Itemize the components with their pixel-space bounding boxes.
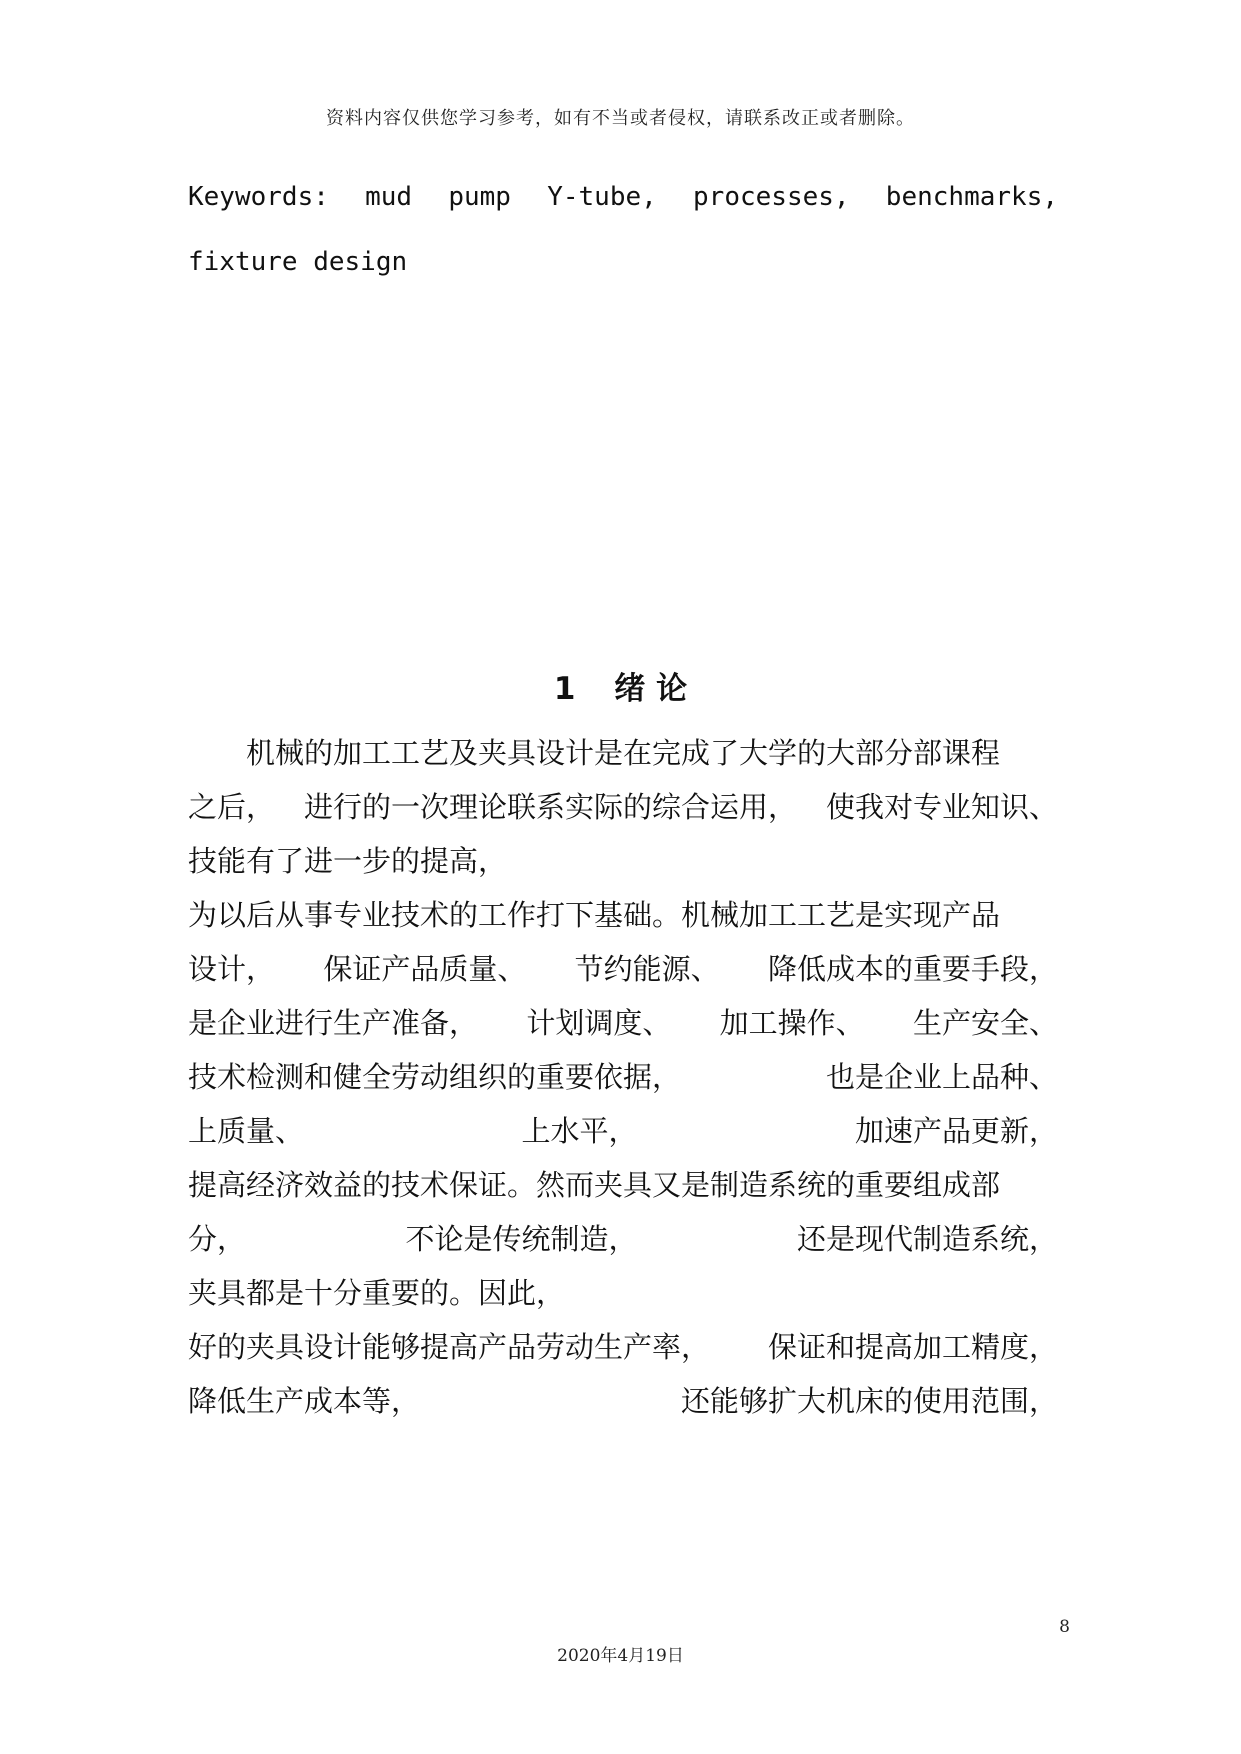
text-line xyxy=(188,780,1058,834)
text-segment: 分， xyxy=(188,1222,247,1256)
text-line xyxy=(188,834,1058,888)
text-segment: 提高经济效益的技术保证。然而夹具又是制造系统的重要组成部 xyxy=(188,1168,1001,1202)
text-line xyxy=(188,1050,1058,1104)
text-segment: 之后， xyxy=(188,790,276,824)
text-segment: 技术检测和健全劳动组织的重要依据， xyxy=(188,1060,682,1094)
text-segment: 设计， xyxy=(188,952,276,986)
body-paragraph xyxy=(188,726,1058,1428)
text-line xyxy=(188,996,1058,1050)
text-segment: 夹具都是十分重要的。因此， xyxy=(188,1276,566,1310)
section-heading xyxy=(0,663,1241,708)
text-segment: 不论是传统制造， xyxy=(405,1222,638,1256)
text-segment: 降低生产成本等， xyxy=(188,1384,421,1418)
text-line xyxy=(188,1320,1058,1374)
text-segment: 计划调度、 xyxy=(526,1006,672,1040)
text-segment: 加速产品更新， xyxy=(854,1114,1058,1148)
text-segment: 为以后从事专业技术的工作打下基础。机械加工工艺是实现产品 xyxy=(188,898,1001,932)
text-segment: 节约能源、 xyxy=(574,952,720,986)
text-segment: 上水平， xyxy=(521,1114,638,1148)
disclaimer-header: 资料内容仅供您学习参考，如有不当或者侵权，请联系改正或者删除。 xyxy=(326,108,915,129)
text-line xyxy=(188,1374,1058,1428)
text-segment: 好的夹具设计能够提高产品劳动生产率， xyxy=(188,1330,711,1364)
text-segment: 技能有了进一步的提高， xyxy=(188,844,508,878)
text-line xyxy=(188,888,1058,942)
text-line xyxy=(188,942,1058,996)
text-segment: 也是企业上品种、 xyxy=(825,1060,1058,1094)
text-segment: 降低成本的重要手段， xyxy=(767,952,1058,986)
section-number: 1 xyxy=(553,671,576,707)
text-segment: 进行的一次理论联系实际的综合运用， xyxy=(303,790,797,824)
text-segment: 机械的加工工艺及夹具设计是在完成了大学的大部分部课程 xyxy=(246,736,1001,770)
text-line xyxy=(188,1158,1058,1212)
footer-date: 2020年4月19日 xyxy=(557,1646,684,1666)
text-segment: 保证和提高加工精度， xyxy=(767,1330,1058,1364)
text-line xyxy=(188,1266,1058,1320)
text-segment: 还是现代制造系统， xyxy=(796,1222,1058,1256)
section-title-text: 绪 论 xyxy=(614,671,688,707)
text-segment: 生产安全、 xyxy=(912,1006,1058,1040)
keywords-paragraph: Keywords: mud pump Y-tube, processes, benchmarks, fixture design xyxy=(188,182,1058,277)
text-segment: 加工操作、 xyxy=(719,1006,865,1040)
text-segment: 还能够扩大机床的使用范围， xyxy=(680,1384,1058,1418)
text-segment: 使我对专业知识、 xyxy=(825,790,1058,824)
text-segment: 是企业进行生产准备， xyxy=(188,1006,479,1040)
text-line xyxy=(188,726,1058,780)
page-number: 8 xyxy=(1059,1617,1070,1637)
text-line xyxy=(188,1212,1058,1266)
text-segment: 保证产品质量、 xyxy=(323,952,527,986)
text-segment: 上质量、 xyxy=(188,1114,305,1148)
text-line xyxy=(188,1104,1058,1158)
